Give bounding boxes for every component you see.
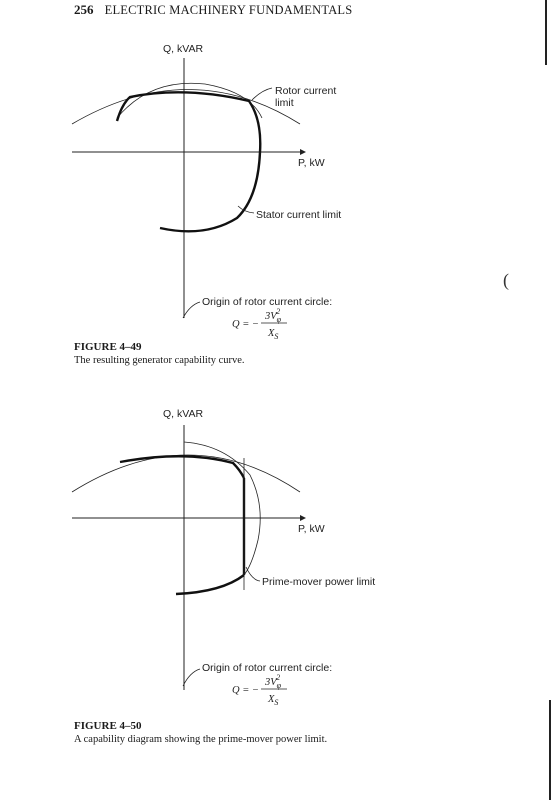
origin-leader bbox=[183, 669, 200, 686]
figure-4-50-caption-text: A capability diagram showing the prime-mover power limit. bbox=[74, 734, 328, 745]
capability-curve bbox=[117, 92, 260, 231]
rotor-leader bbox=[252, 88, 272, 100]
figure-4-49-diagram bbox=[0, 30, 558, 370]
q-axis-label: Q, kVAR bbox=[163, 408, 204, 420]
formula-lhs: Q = − bbox=[232, 685, 260, 696]
figure-4-49-caption-text: The resulting generator capability curve. bbox=[74, 355, 245, 366]
formula-num: $3V_\varphi 2$ bbox=[265, 307, 282, 324]
capability-curve-bottom bbox=[176, 575, 244, 594]
p-axis-arrow bbox=[300, 149, 306, 155]
margin-mark: ( bbox=[503, 270, 509, 290]
p-axis-label: P, kW bbox=[298, 523, 325, 535]
stator-circle-thin bbox=[117, 83, 262, 118]
formula-num: $3V_\varphi 2$ bbox=[265, 673, 282, 690]
rotor-label-line1: Rotor current bbox=[275, 85, 337, 97]
formula-den: $X_S$ bbox=[268, 328, 279, 341]
figure-4-49-caption-title: FIGURE 4–49 bbox=[74, 341, 142, 353]
stator-label: Stator current limit bbox=[256, 209, 342, 221]
running-title: ELECTRIC MACHINERY FUNDAMENTALS bbox=[104, 3, 353, 17]
origin-label: Origin of rotor current circle: bbox=[202, 662, 333, 674]
formula-lhs: Q = − bbox=[232, 319, 260, 330]
rotor-circle-thin bbox=[72, 90, 300, 125]
stator-circle-thin bbox=[184, 442, 260, 575]
running-header bbox=[74, 2, 352, 18]
figure-4-50-diagram bbox=[0, 400, 558, 720]
p-axis-label: P, kW bbox=[298, 157, 325, 169]
origin-leader bbox=[183, 302, 200, 318]
figure-4-50-caption-title: FIGURE 4–50 bbox=[74, 720, 142, 732]
prime-mover-label: Prime-mover power limit bbox=[262, 576, 376, 588]
origin-label: Origin of rotor current circle: bbox=[202, 296, 333, 308]
q-axis-label: Q, kVAR bbox=[163, 43, 204, 55]
formula-den: $X_S$ bbox=[268, 694, 279, 707]
capability-curve-top bbox=[120, 456, 244, 478]
page-number: 256 bbox=[74, 2, 94, 17]
p-axis-arrow bbox=[300, 515, 306, 521]
rotor-circle-thin bbox=[72, 455, 300, 492]
rotor-label-line2: limit bbox=[275, 97, 294, 109]
